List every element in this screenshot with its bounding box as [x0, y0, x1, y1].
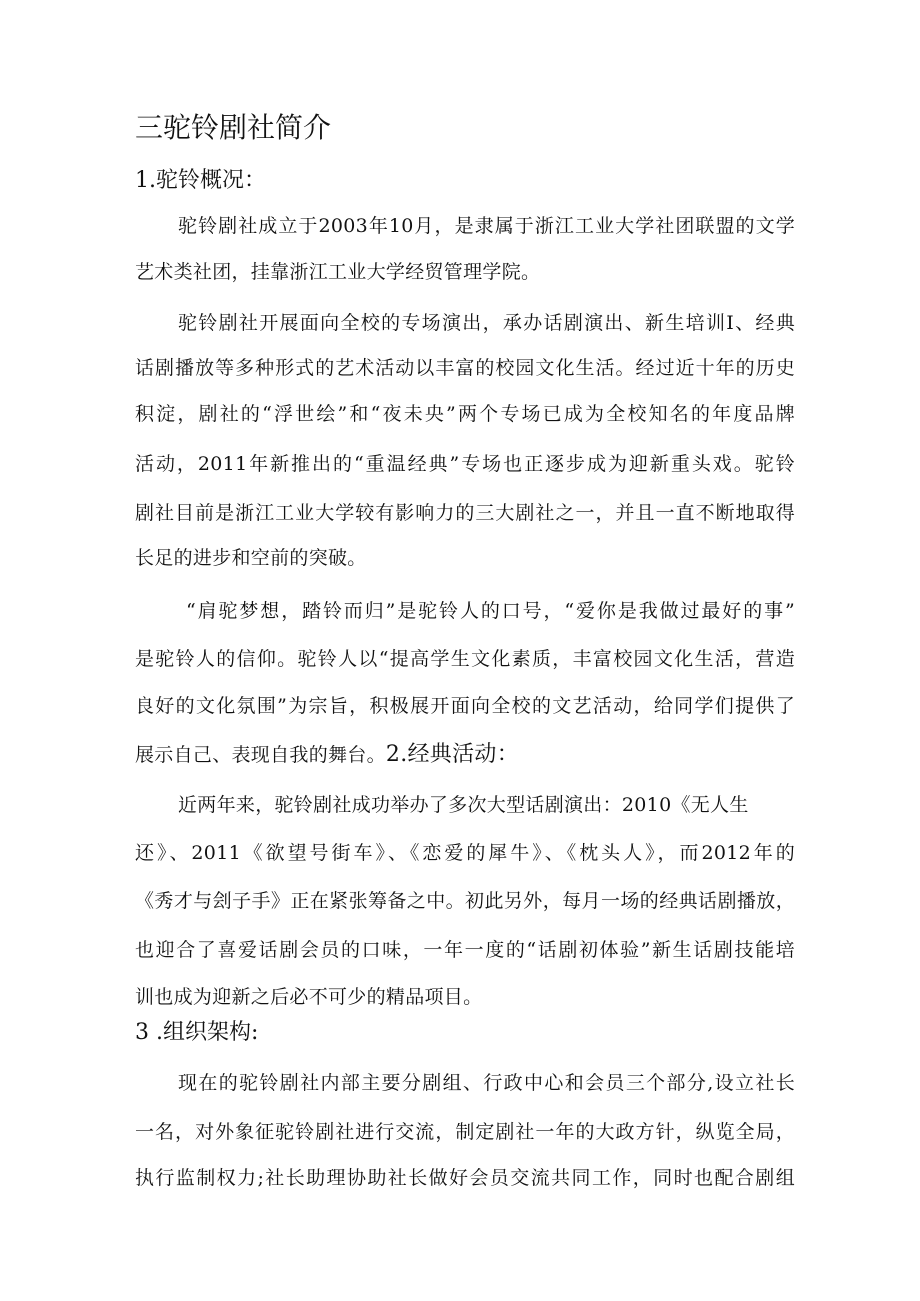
- paragraph-line: 还》、2011《欲望号街车》、《恋爱的犀牛》、《枕头人》，而2012年的: [135, 842, 795, 864]
- paragraph-line: 驼铃剧社开展面向全校的专场演出，承办话剧演出、新生培训I、经典: [178, 312, 795, 334]
- section-heading-structure: 3 .组织架构:: [135, 1020, 259, 1045]
- section-heading-activities: 2.经典活动：: [385, 742, 519, 767]
- paragraph-line: 驼铃剧社成立于2003年10月，是隶属于浙江工业大学社团联盟的文学: [178, 215, 795, 237]
- document-title: 三驼铃剧社简介: [135, 111, 332, 144]
- paragraph-line: 良好的文化氛围”为宗旨，积极展开面向全校的文艺活动，给同学们提供了: [135, 695, 795, 717]
- paragraph-line: 积淀，剧社的“浮世绘”和“夜未央”两个专场已成为全校知名的年度品牌: [135, 403, 795, 425]
- paragraph-line: 话剧播放等多种形式的艺术活动以丰富的校园文化生活。经过近十年的历史: [135, 357, 795, 379]
- paragraph-line: [135, 742, 795, 768]
- paragraph-line: 艺术类社团，挂靠浙江工业大学经贸管理学院。: [135, 261, 541, 283]
- paragraph-line: 长足的进步和空前的突破。: [135, 547, 367, 569]
- paragraph-line: 剧社目前是浙江工业大学较有影响力的三大剧社之一，并且一直不断地取得: [135, 502, 795, 524]
- paragraph-line: 《秀才与刽子手》正在紧张筹备之中。初此另外，每月一场的经典话剧播放，: [135, 890, 795, 912]
- paragraph-line: 是驼铃人的信仰。驼铃人以“提高学生文化素质，丰富校园文化生活，营造: [135, 648, 795, 670]
- section-heading-overview: 1.驼铃概况：: [135, 168, 266, 193]
- paragraph-line: “肩驼梦想，踏铃而归”是驼铃人的口号，“爱你是我做过最好的事”: [186, 600, 795, 622]
- paragraph-line: 近两年来，驼铃剧社成功举办了多次大型话剧演出：2010《无人生: [178, 794, 749, 816]
- paragraph-line: 训也成为迎新之后必不可少的精品项目。: [135, 986, 483, 1008]
- paragraph-line: 活动，2011年新推出的“重温经典”专场也正逐步成为迎新重头戏。驼铃: [135, 453, 795, 475]
- paragraph-line: 执行监制权力;社长助理协助社长做好会员交流共同工作，同时也配合剧组: [135, 1167, 795, 1189]
- paragraph-line-text: 展示自己、表现自我的舞台。: [135, 744, 386, 766]
- paragraph-line: 现在的驼铃剧社内部主要分剧组、行政中心和会员三个部分,设立社长: [178, 1072, 795, 1094]
- paragraph-line: 也迎合了喜爱话剧会员的口味，一年一度的“话剧初体验”新生话剧技能培: [135, 939, 795, 961]
- paragraph-line: 一名，对外象征驼铃剧社进行交流，制定剧社一年的大政方针，纵览全局，: [135, 1121, 795, 1143]
